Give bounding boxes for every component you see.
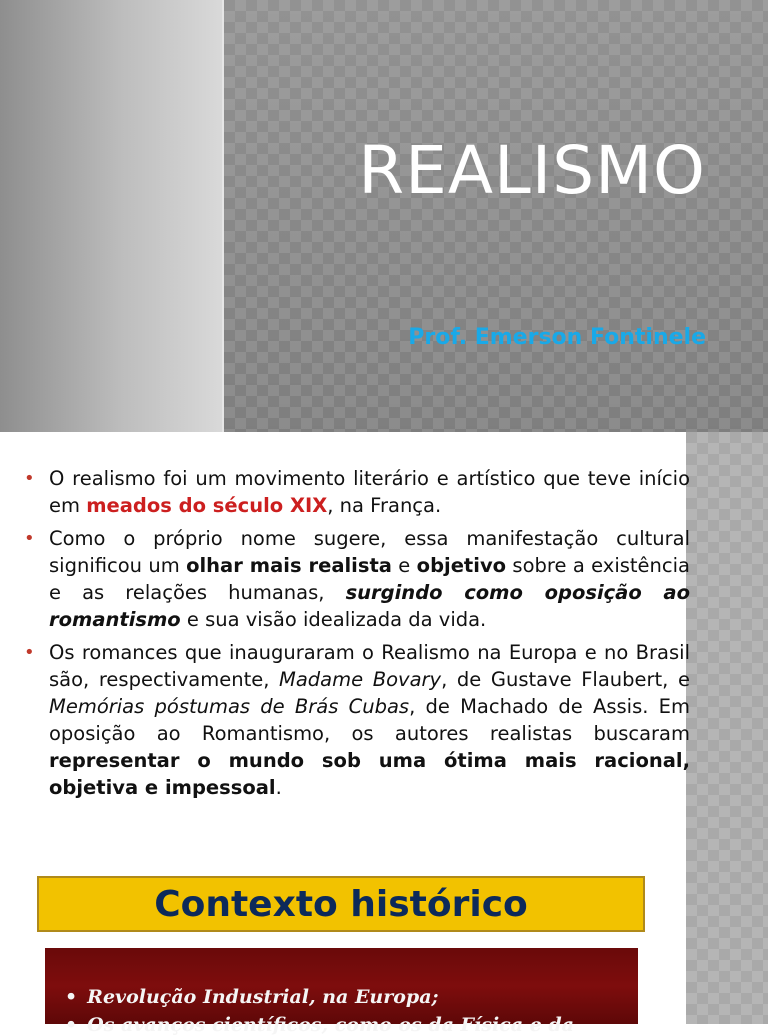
bullet-icon: • [24,642,35,663]
context-item [65,986,439,1008]
context-title-box [37,876,645,932]
title-slide [0,0,768,432]
context-item [65,1014,574,1036]
bullet-text: Os romances que inauguraram o Realismo na Europa e no Brasil são, respectivamente, [49,641,690,691]
bullet-text: Como o próprio nome sugere, essa manifestação cultural significou um [49,527,690,577]
title-pattern-panel [224,0,768,432]
text-slide-pattern-strip [686,432,768,1024]
bullet-icon: • [24,528,35,549]
bold-text: representar o mundo sob uma ótima mais racional, objetiva e impessoal [49,749,690,799]
bullet-list [24,465,690,807]
bold-text: objetivo [416,554,507,577]
bullet-text: , de Gustave Flaubert, e [441,668,690,691]
italic-text: Madame Bovary [279,668,442,691]
bullet-text: . [275,776,282,799]
bullet-item [24,639,690,801]
bullet-text: , de Machado de Assis. Em oposição ao Romantismo, os autores realistas buscaram [49,695,690,745]
bullet-text: e sua visão idealizada da vida. [180,608,487,631]
bold-text: olhar mais realista [186,554,392,577]
slide-title: REALISMO [358,132,706,209]
bullet-text: e [391,554,417,577]
bullet-icon: • [65,986,78,1008]
context-item-text: Os avanços científicos, como os da Física e da [87,1014,574,1036]
bullet-text: , na França. [327,494,442,517]
bullet-item [24,525,690,633]
bullet-icon: • [24,468,35,489]
context-title: Contexto histórico [154,883,528,925]
bullet-item [24,465,690,519]
bold-italic-text: surgindo como oposição ao romantismo [49,581,690,631]
bullet-text: sobre a existência e as relações humanas, [49,554,690,604]
slide-subtitle: Prof. Emerson Fontinele [408,325,706,350]
bullet-icon: • [65,1014,78,1036]
context-content-box [45,948,638,1036]
highlight-text: meados do século XIX [86,494,328,517]
italic-text: Memórias póstumas de Brás Cubas [49,695,410,718]
bullet-text: O realismo foi um movimento literário e artístico que teve início em [49,467,690,517]
title-left-panel [0,0,222,432]
context-item-text: Revolução Industrial, na Europa; [87,986,439,1008]
